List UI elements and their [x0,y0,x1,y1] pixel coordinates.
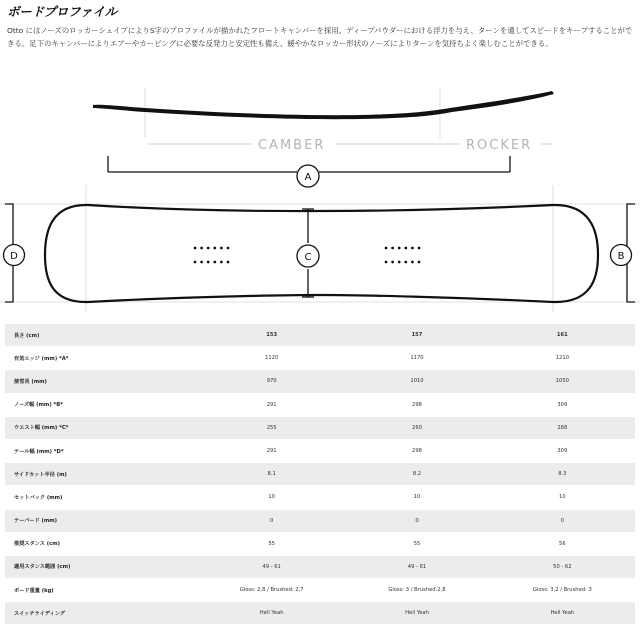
header-size-157: 157 [344,324,489,347]
row-value: 1120 [199,347,344,370]
table-row [5,370,635,393]
row-value: 8.3 [490,463,635,486]
row-value: 1010 [344,370,489,393]
table-row [5,509,635,532]
insert-hole [213,261,216,264]
table-row [5,439,635,462]
insert-hole [213,247,216,250]
insert-hole [227,261,230,264]
row-value: Hell Yeah [199,602,344,625]
binding-inserts-left [194,247,230,264]
table-row [5,602,635,625]
row-value: 260 [344,416,489,439]
row-value: 1050 [490,370,635,393]
row-value: 0 [199,509,344,532]
row-label: テール幅 (mm) *D* [5,439,199,462]
row-value: 291 [199,439,344,462]
row-value: Gloss: 2,8 / Brushed: 2,7 [199,579,344,602]
binding-inserts-right [385,247,421,264]
header-size-153: 153 [199,324,344,347]
row-value: Gloss: 3,2 / Brushed: 3 [490,579,635,602]
callout-d: D [10,251,18,262]
row-value: 50 - 62 [490,555,635,578]
row-label: ボード重量 (kg) [5,579,199,602]
insert-hole [207,247,210,250]
callout-a: A [304,172,312,183]
insert-hole [398,261,401,264]
row-value: 309 [490,393,635,416]
table-row [5,347,635,370]
table-row [5,416,635,439]
table-row [5,393,635,416]
row-value: 268 [490,416,635,439]
insert-hole [404,247,407,250]
row-value: 970 [199,370,344,393]
row-value: 8.2 [344,463,489,486]
row-label: セットバック (mm) [5,486,199,509]
row-value: 0 [490,509,635,532]
row-value: 309 [490,439,635,462]
row-label: ウエスト幅 (mm) *C* [5,416,199,439]
row-value: Hell Yeah [490,602,635,625]
insert-hole [411,247,414,250]
row-value: 49 - 61 [344,555,489,578]
row-value: Hell Yeah [344,602,489,625]
insert-hole [391,247,394,250]
width-markers [5,204,635,302]
callout-b: B [617,251,625,262]
insert-hole [220,261,223,264]
insert-hole [227,247,230,250]
row-value: 0 [344,509,489,532]
insert-hole [194,261,197,264]
table-row [5,555,635,578]
insert-hole [207,261,210,264]
insert-hole [391,261,394,264]
row-value: 49 - 61 [199,555,344,578]
row-value: Gloss: 3 / Brushed:2,8 [344,579,489,602]
row-value: 10 [344,486,489,509]
insert-hole [200,261,203,264]
insert-hole [418,247,421,250]
page-title: ボードプロファイル [7,4,118,19]
guide-lines [0,88,640,312]
insert-hole [200,247,203,250]
insert-hole [385,261,388,264]
row-label: テーパード (mm) [5,509,199,532]
table-row [5,579,635,602]
header-label: 長さ (cm) [5,324,199,347]
insert-hole [404,261,407,264]
side-profile-line [93,91,554,119]
row-label: 推奨スタンス (cm) [5,532,199,555]
header-size-161: 161 [490,324,635,347]
description-text: Otto にはノーズのロッカーシェイプによりS字のプロファイルが描かれたフロートキャンバーを採用。ディープパウダーにおける浮力を与え、ターンを通してスピードをキープすることができる。足下のキャンバーによりエアーやカービングに必要な反発力と安定性も備え、緩やかなロッカー形状のノーズによりターンを気持ちよく楽しむことができる。 [7,26,633,48]
table-row [5,532,635,555]
camber-label: CAMBER [258,138,326,153]
row-value: 255 [199,416,344,439]
row-value: 298 [344,393,489,416]
row-value: 1170 [344,347,489,370]
insert-hole [220,247,223,250]
row-value: 291 [199,393,344,416]
row-value: 10 [490,486,635,509]
row-value: 298 [344,439,489,462]
board-profile-diagram [0,80,640,316]
table-row [5,463,635,486]
table-row [5,486,635,509]
row-label: 接雪長 (mm) [5,370,199,393]
insert-hole [385,247,388,250]
board-outline [45,205,598,302]
callout-c: C [304,252,312,263]
rocker-label: ROCKER [466,138,533,153]
row-label: ノーズ幅 (mm) *B* [5,393,199,416]
row-value: 56 [490,532,635,555]
insert-hole [194,247,197,250]
row-value: 55 [344,532,489,555]
row-value: 10 [199,486,344,509]
row-label: 適用スタンス範囲 (cm) [5,555,199,578]
row-label: スイッチライディング [5,602,199,625]
insert-hole [411,261,414,264]
insert-hole [398,247,401,250]
row-value: 8.1 [199,463,344,486]
row-value: 55 [199,532,344,555]
row-value: 1210 [490,347,635,370]
row-label: サイドカット半径 (m) [5,463,199,486]
table-header-row [5,324,635,347]
insert-hole [418,261,421,264]
row-label: 有効エッジ (mm) *A* [5,347,199,370]
specs-table [5,324,635,625]
